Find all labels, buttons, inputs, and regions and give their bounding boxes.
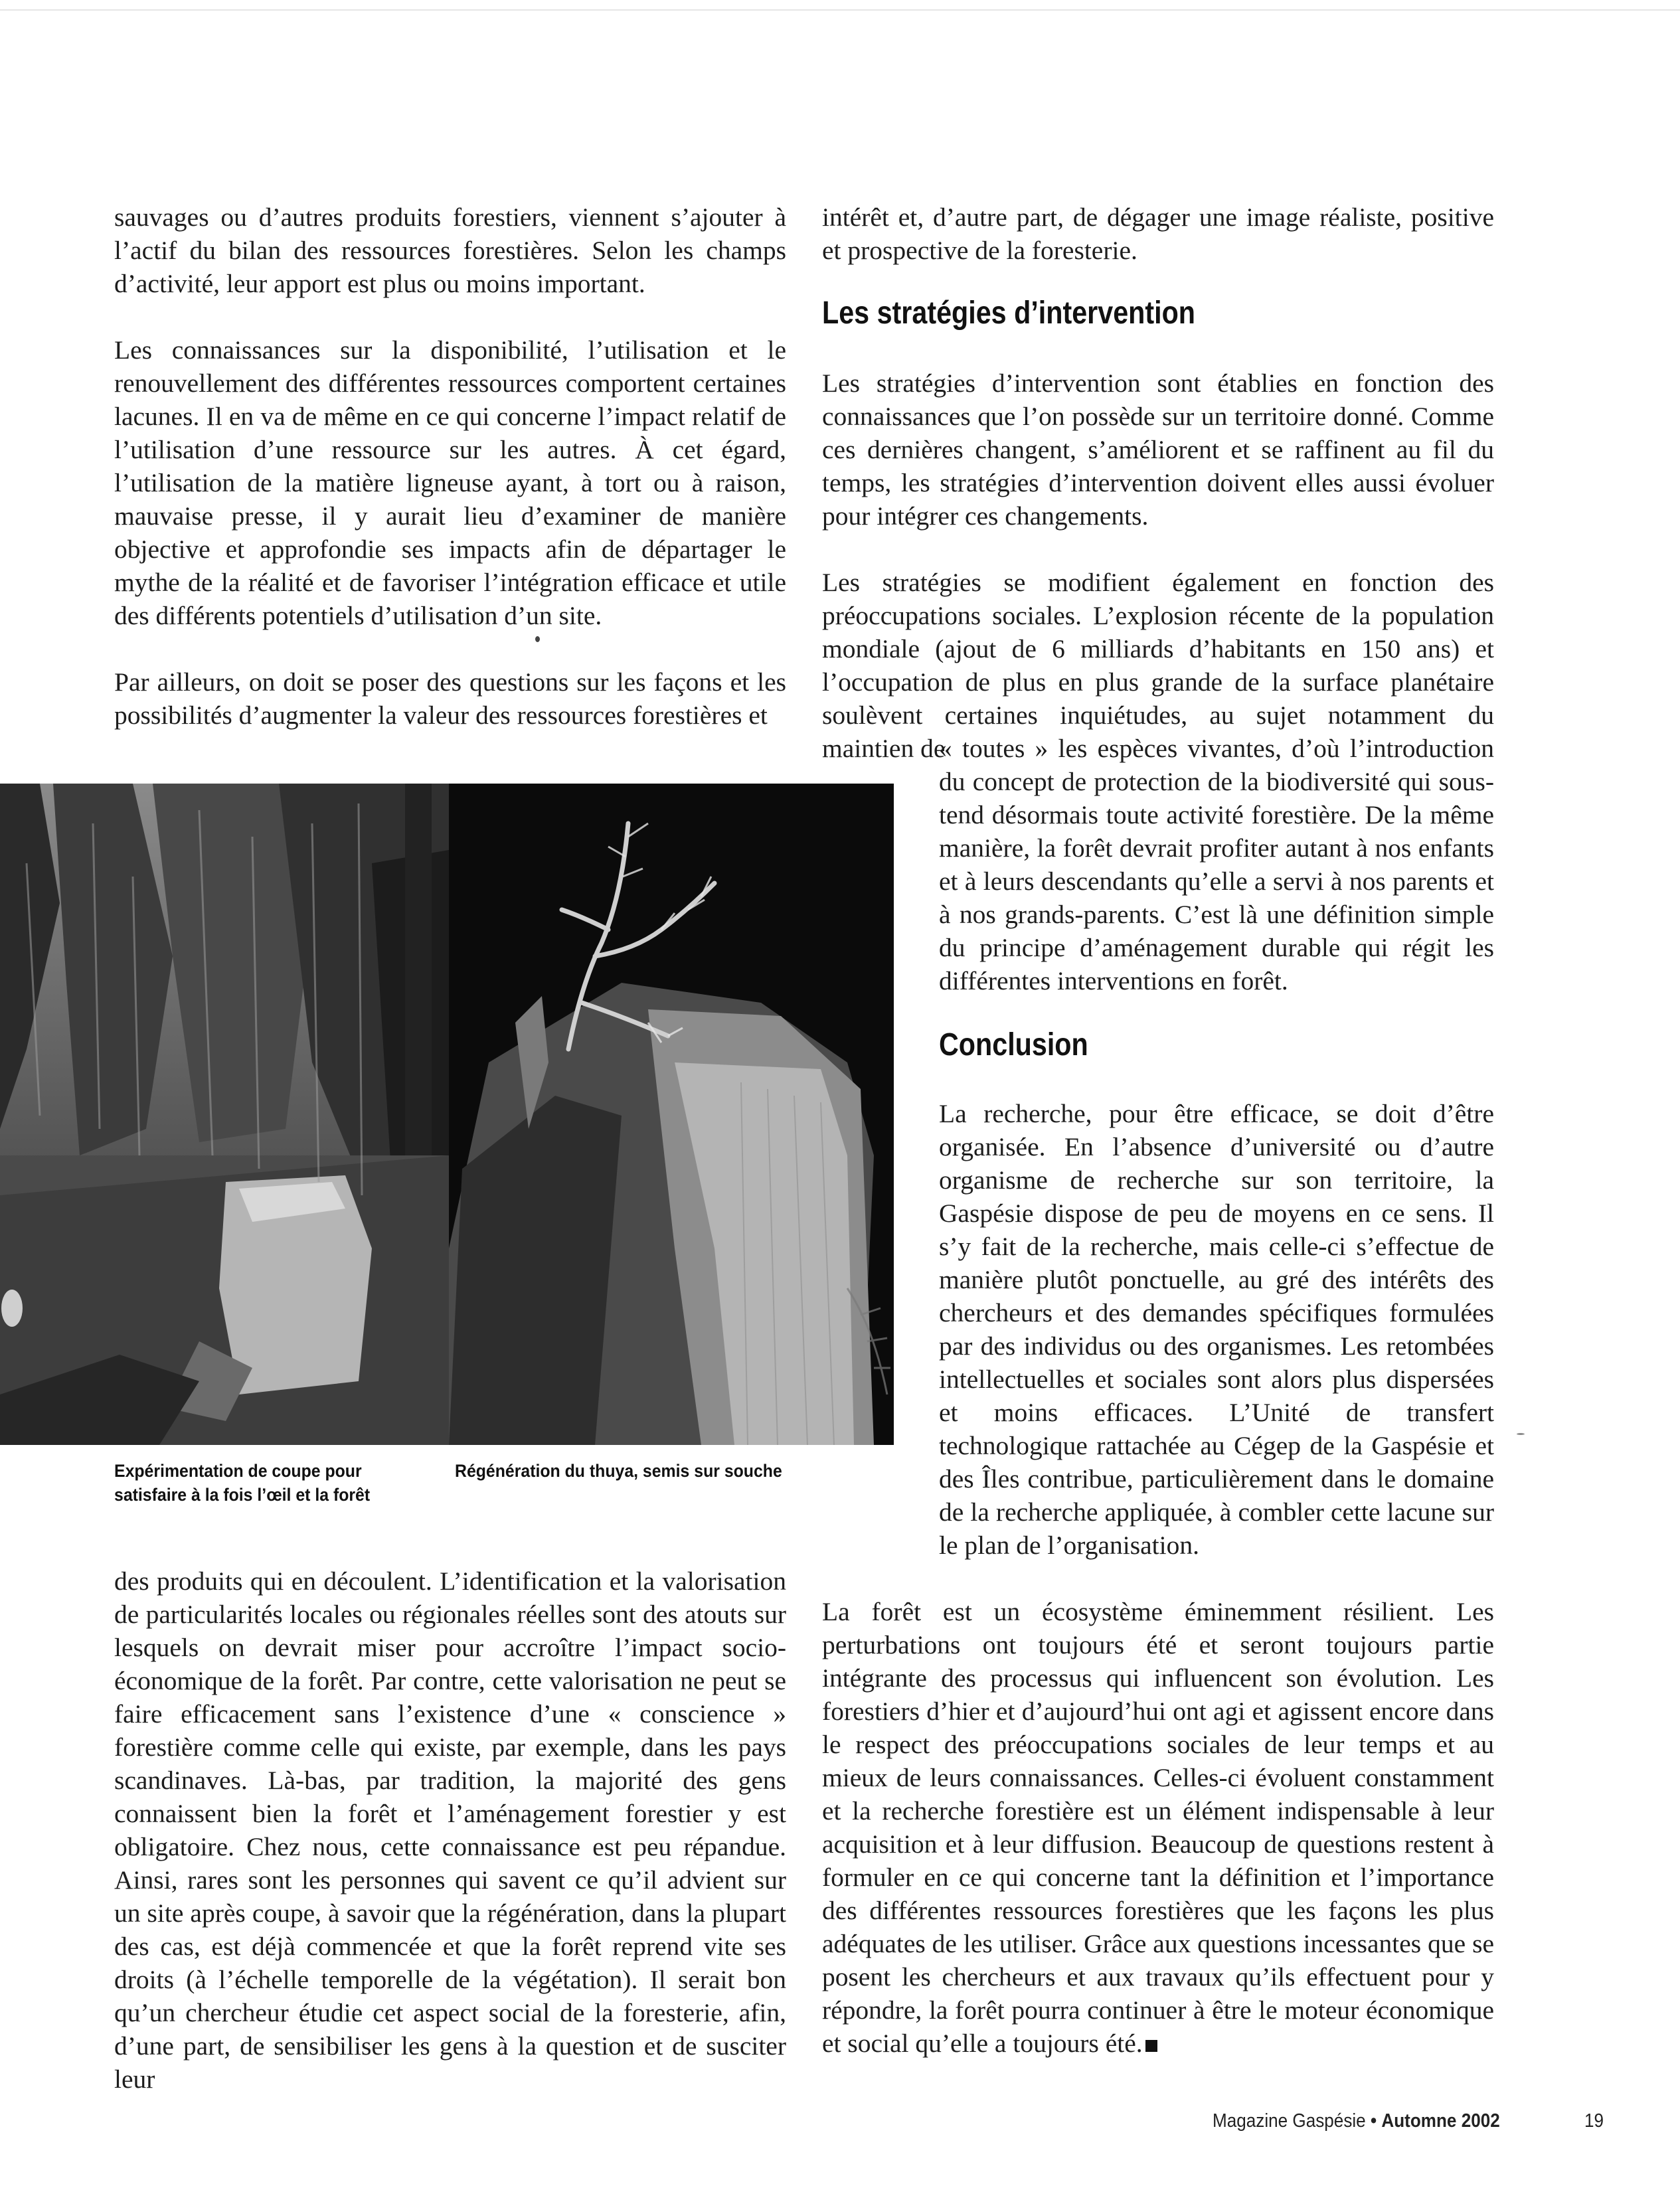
right-column-conclusion-end [822,1595,1494,2060]
right-column-strategies [822,367,1494,765]
caption-forest-cut: Expérimentation de coupe pour satisfaire à la fois l’œil et la forêt [114,1461,371,1505]
footer-bullet: • [1370,2110,1377,2132]
left-column-top [114,201,786,732]
paragraph [822,1595,1494,2060]
paragraph-text: La forêt est un écosystème éminemment résilient. Les perturbations ont toujours été et seront toujours partie intégrante des processus qui influencent son évolution. Les forestiers d’hier et d’aujourd’hui ont agi et agissent encore dans le respect des préoccupations sociales de leur temps et au mieux de leurs connaissances. Celles-ci évoluent constamment et la recherche forestière est un élément indispensable à leur acquisition et à leur diffusion. Beaucoup de questions restent à formuler en ce qui concerne tant la définition et l’importance des différentes ressources forestières que les façons les plus adéquates de les utiliser. Grâce aux questions incessantes que se posent les chercheurs et aux travaux qu’ils effectuent pour y répondre, la forêt pourra continuer à être le moteur économique et social qu’elle a toujours été. [822,1597,1494,2058]
right-column-intro [822,201,1494,267]
footer-issue: Automne 2002 [1381,2110,1500,2132]
right-column-strategies-indented [939,732,1494,997]
paragraph: intérêt et, d’autre part, de dégager une image réaliste, positive et prospective de la foresterie. [822,203,1494,265]
heading-conclusion: Conclusion [939,1027,1088,1062]
left-column-bottom [114,1564,786,2096]
end-of-article-mark [1145,2040,1157,2052]
paragraph: Les stratégies d’intervention sont établies en fonction des connaissances que l’on possède sur un territoire donné. Comme ces dernières changent, s’améliorent et se raffinent au fil du temps, les stratégies d’intervention doivent elles aussi évoluer pour intégrer ces changements. [822,369,1494,531]
paragraph: Par ailleurs, on doit se poser des questions sur les façons et les possibilités d’augmenter la valeur des ressources forestières et [114,667,786,730]
forest-cut-photo [0,784,449,1445]
scan-speck [535,636,540,642]
scan-speck [1517,1433,1525,1435]
right-column-conclusion [939,1097,1494,1562]
heading-strategies: Les stratégies d’intervention [822,295,1196,331]
footer-magazine-info [1213,2109,1500,2133]
paragraph: des produits qui en découlent. L’identification et la valorisation de particularités locales ou régionales réelles sont des atouts sur lesquels on devrait miser pour accroître l’impact socio-économique de la forêt. Par contre, cette valorisation ne peut se faire efficacement sans l’existence d’une « conscience » forestière comme celle qui existe, par exemple, dans les pays scandinaves. Là-bas, par tradition, la majorité des gens connaissent bien la forêt et l’aménagement forestier y est obligatoire. Chez nous, cette connaissance est peu répandue. Ainsi, rares sont les personnes qui savent ce qu’il advient sur un site après coupe, à savoir que la régénération, dans la plupart des cas, est déjà commencée et que la forêt reprend vite ses droits (à l’échelle temporelle de la végétation). Il serait bon qu’un chercheur étudie cet aspect social de la foresterie, afin, d’une part, de sensibiliser les gens à la question et de susciter leur [114,1566,786,2094]
paragraph: Les connaissances sur la disponibilité, l’utilisation et le renouvellement des différentes ressources comportent certaines lacunes. Il en va de même en ce qui concerne l’impact relatif de l’utilisation d’une ressource sur les autres. À cet égard, l’utilisation de la matière ligneuse ayant, à tort ou à raison, mauvaise presse, il y aurait lieu d’examiner de manière objective et approfondie ses impacts afin de départager le mythe de la réalité et de favoriser l’intégration efficace et utile des différents potentiels d’utilisation d’un site. [114,335,786,630]
footer-magazine-name: Magazine Gaspésie [1213,2110,1366,2132]
page-top-edge [0,9,1680,11]
paragraph: Les stratégies se modifient également en fonction des préoccupations sociales. L’explosion récente de la population mondiale (ajout de 6 milliards d’habitants en 150 ans) et l’occupation de plus en plus grande de la surface planétaire soulèvent certaines inquiétudes, au sujet notamment du maintien de [822,568,1494,763]
page-number: 19 [1584,2110,1604,2132]
thuya-regeneration-photo [449,784,894,1445]
paragraph: sauvages ou d’autres produits forestiers, viennent s’ajouter à l’actif du bilan des ressources forestières. Selon les champs d’activité, leur apport est plus ou moins important. [114,203,786,298]
caption-thuya: Régénération du thuya, semis sur souche [455,1461,782,1481]
paragraph: La recherche, pour être efficace, se doit d’être organisée. En l’absence d’université ou d’autre organisme de recherche sur son territoire, la Gaspésie dispose de peu de moyens en ce sens. Il s’y fait de la recherche, mais celle-ci s’effectue de manière plutôt ponctuelle, au gré des intérêts des chercheurs et des demandes spécifiques formulées par des individus ou des organismes. Les retombées intellectuelles et sociales sont alors plus dispersées et moins efficaces. L’Unité de transfert technologique rattachée au Cégep de la Gaspésie et des Îles contribue, particulièrement dans le domaine de la recherche appliquée, à combler cette lacune sur le plan de l’organisation. [939,1099,1494,1560]
paragraph: « toutes » les espèces vivantes, d’où l’introduction du concept de protection de la biodiversité qui sous-tend désormais toute activité forestière. De la même manière, la forêt devrait profiter autant à nos enfants et à leurs descendants qu’elle a servi à nos parents et à nos grands-parents. C’est là une définition simple du principe d’aménagement durable qui régit les différentes interventions en forêt. [939,734,1494,995]
